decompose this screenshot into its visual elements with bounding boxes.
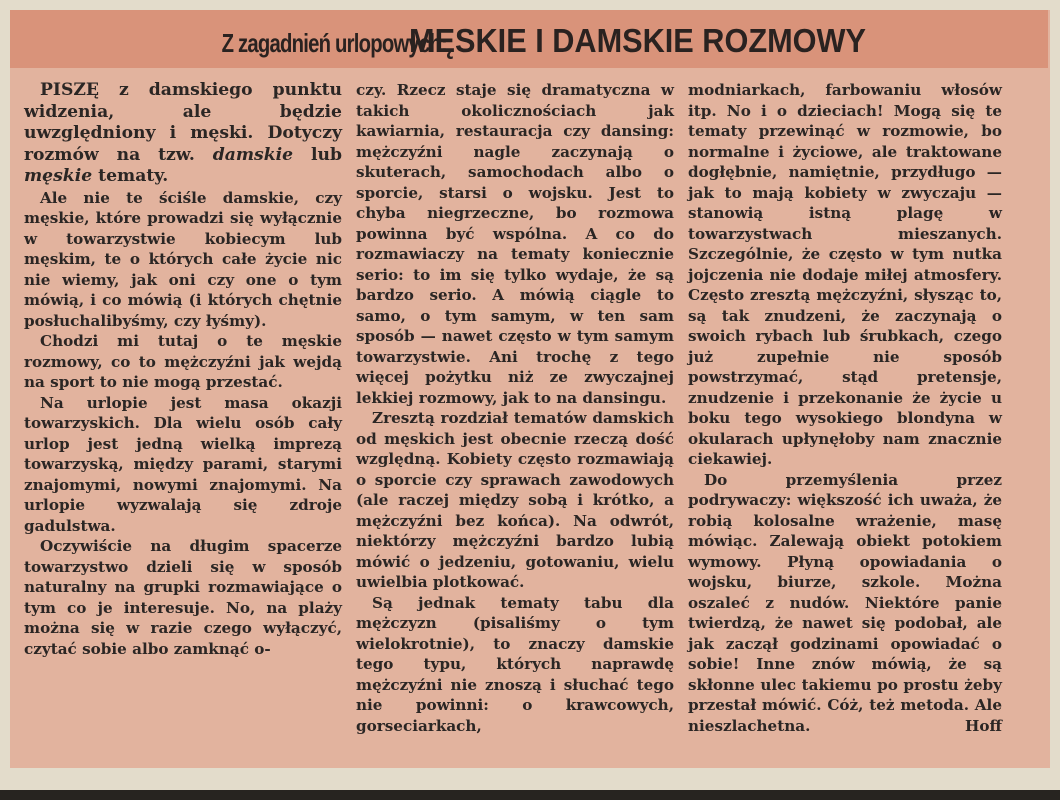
headline (158, 22, 900, 60)
paragraph: Chodzi mi tutaj o te męskie rozmowy, co to mężczyźni jak wejdą na sport to nie mogą przestać. (24, 332, 342, 391)
paragraph: czy. Rzecz staje się dramatyczna w takich okolicznościach jak kawiarnia, restauracja czy dansing: mężczyźni nagle zaczynają o skuterach, samochodach albo o sporcie, starsi o wojsku. Jest to chyba niegrzeczne, bo rozmowa powinna być wspólna. A co do rozmawiaczy na tematy koniecznie serio: to im się tylko wydaje, że są bardzo serio. A mówią ciągle to samo, o tym samym, w ten sam sposób — nawet często w tym samym towarzystwie. Ani trochę z tego więcej pożytku niż ze zwyczajnej lekkiej rozmowy, jak to na dansingu. (356, 81, 674, 407)
newspaper-clipping (10, 10, 1050, 768)
paragraph: Na urlopie jest masa okazji towarzyskich. Dla wielu osób cały urlop jest jedną wielką imprezą towarzyską, między parami, starymi znajomymi, nowymi znajomymi. Na urlopie wyzwalają się zdroje gadulstwa. (24, 393, 342, 535)
paragraph: Ale nie te ściśle damskie, czy męskie, które prowadzi się wyłącznie w towarzystwie kobiecym lub męskim, te o których całe życie nic nie wiemy, jak oni czy one o tym mówią, i co mówią (i których chętnie posłuchalibyśmy, czy łyśmy). (24, 188, 342, 330)
paragraph: Są jednak tematy tabu dla mężczyzn (pisaliśmy o tym wielokrotnie), to znaczy damskie tego typu, których naprawdę mężczyźni nie znoszą i słuchać tego nie powinni: o krawcowych, gorseciarkach, (356, 593, 674, 735)
author-signature: Hoff (965, 716, 1002, 735)
lead-paragraph: PISZĘ z damskiego punktu widzenia, ale będzie uwzględniony i męski. Dotyczy rozmów na tzw. damskie lub męskie tematy. (24, 80, 343, 186)
article-column-1 (24, 80, 342, 736)
lead-in: PISZĘ z damskiego (40, 80, 253, 100)
paragraph: Zresztą rozdział tematów damskich od męskich jest obecnie rzeczą dość względną. Kobiety często rozmawiają o sporcie czy sprawach zawodowych (ale raczej między sobą i krótko, a mężczyźni bez końca). Na odwrót, niektórzy mężczyźni bardzo lubią mówić o jedzeniu, gotowaniu, wielu uwielbia plotkować. (356, 409, 674, 591)
article-column-3 (688, 80, 1002, 736)
headline-kicker: Z zagadnień urlopowych: (221, 28, 447, 58)
italic-term: męskie (24, 166, 93, 186)
paragraph: Oczywiście na długim spacerze towarzystwo dzieli się w sposób naturalny na grupki rozmawiające o tym co je interesuje. No, na plaży można się w razie czego wyłączyć, czytać sobie albo zamknąć o- (24, 537, 342, 658)
article-column-2 (356, 80, 674, 736)
scan-edge (0, 790, 1060, 800)
italic-term: damskie (212, 144, 294, 165)
headline-band (10, 10, 1048, 68)
article-columns (24, 80, 1002, 736)
paragraph: modniarkach, farbowaniu włosów itp. No i o dzieciach! Mogą się te tematy przewinąć w rozmowie, bo normalne i życiowe, ale traktowane dogłębnie, namiętnie, przydługo — jak to mają kobiety w zwyczaju — stanowią istną plagę w towarzystwach mieszanych. Szczególnie, że często w tym nutka jojczenia nie dodaje miłej atmosfery. Często zresztą mężczyźni, słysząc to, są tak znudzeni, że zaczynają o swoich rybach lub śrubkach, czego już zupełnie nie sposób powstrzymać, stąd pretensje, znudzenie i przekonanie że życie u boku tego wysokiego blondyna w okularach upłynęłoby nam znacznie ciekawiej. (688, 81, 1002, 468)
headline-title: MĘSKIE I DAMSKIE ROZMOWY (408, 22, 866, 59)
paragraph: Do przemyślenia przez podrywaczy: większość ich uważa, że robią kolosalne wrażenie, masę mówiąc. Zalewają obiekt potokiem wymowy. Płyną opowiadania o wojsku, biurze, szkole. Można oszaleć z nudów. Niektóre panie twierdzą, że nawet się podobał, ale jak zaczął godzinami opowiadać o sobie! Inne znów mówią, że są skłonne ulec takiemu po prostu żeby przestał mówić. Cóż, też metoda. Ale nieszlachetna. Hoff (688, 470, 1002, 735)
